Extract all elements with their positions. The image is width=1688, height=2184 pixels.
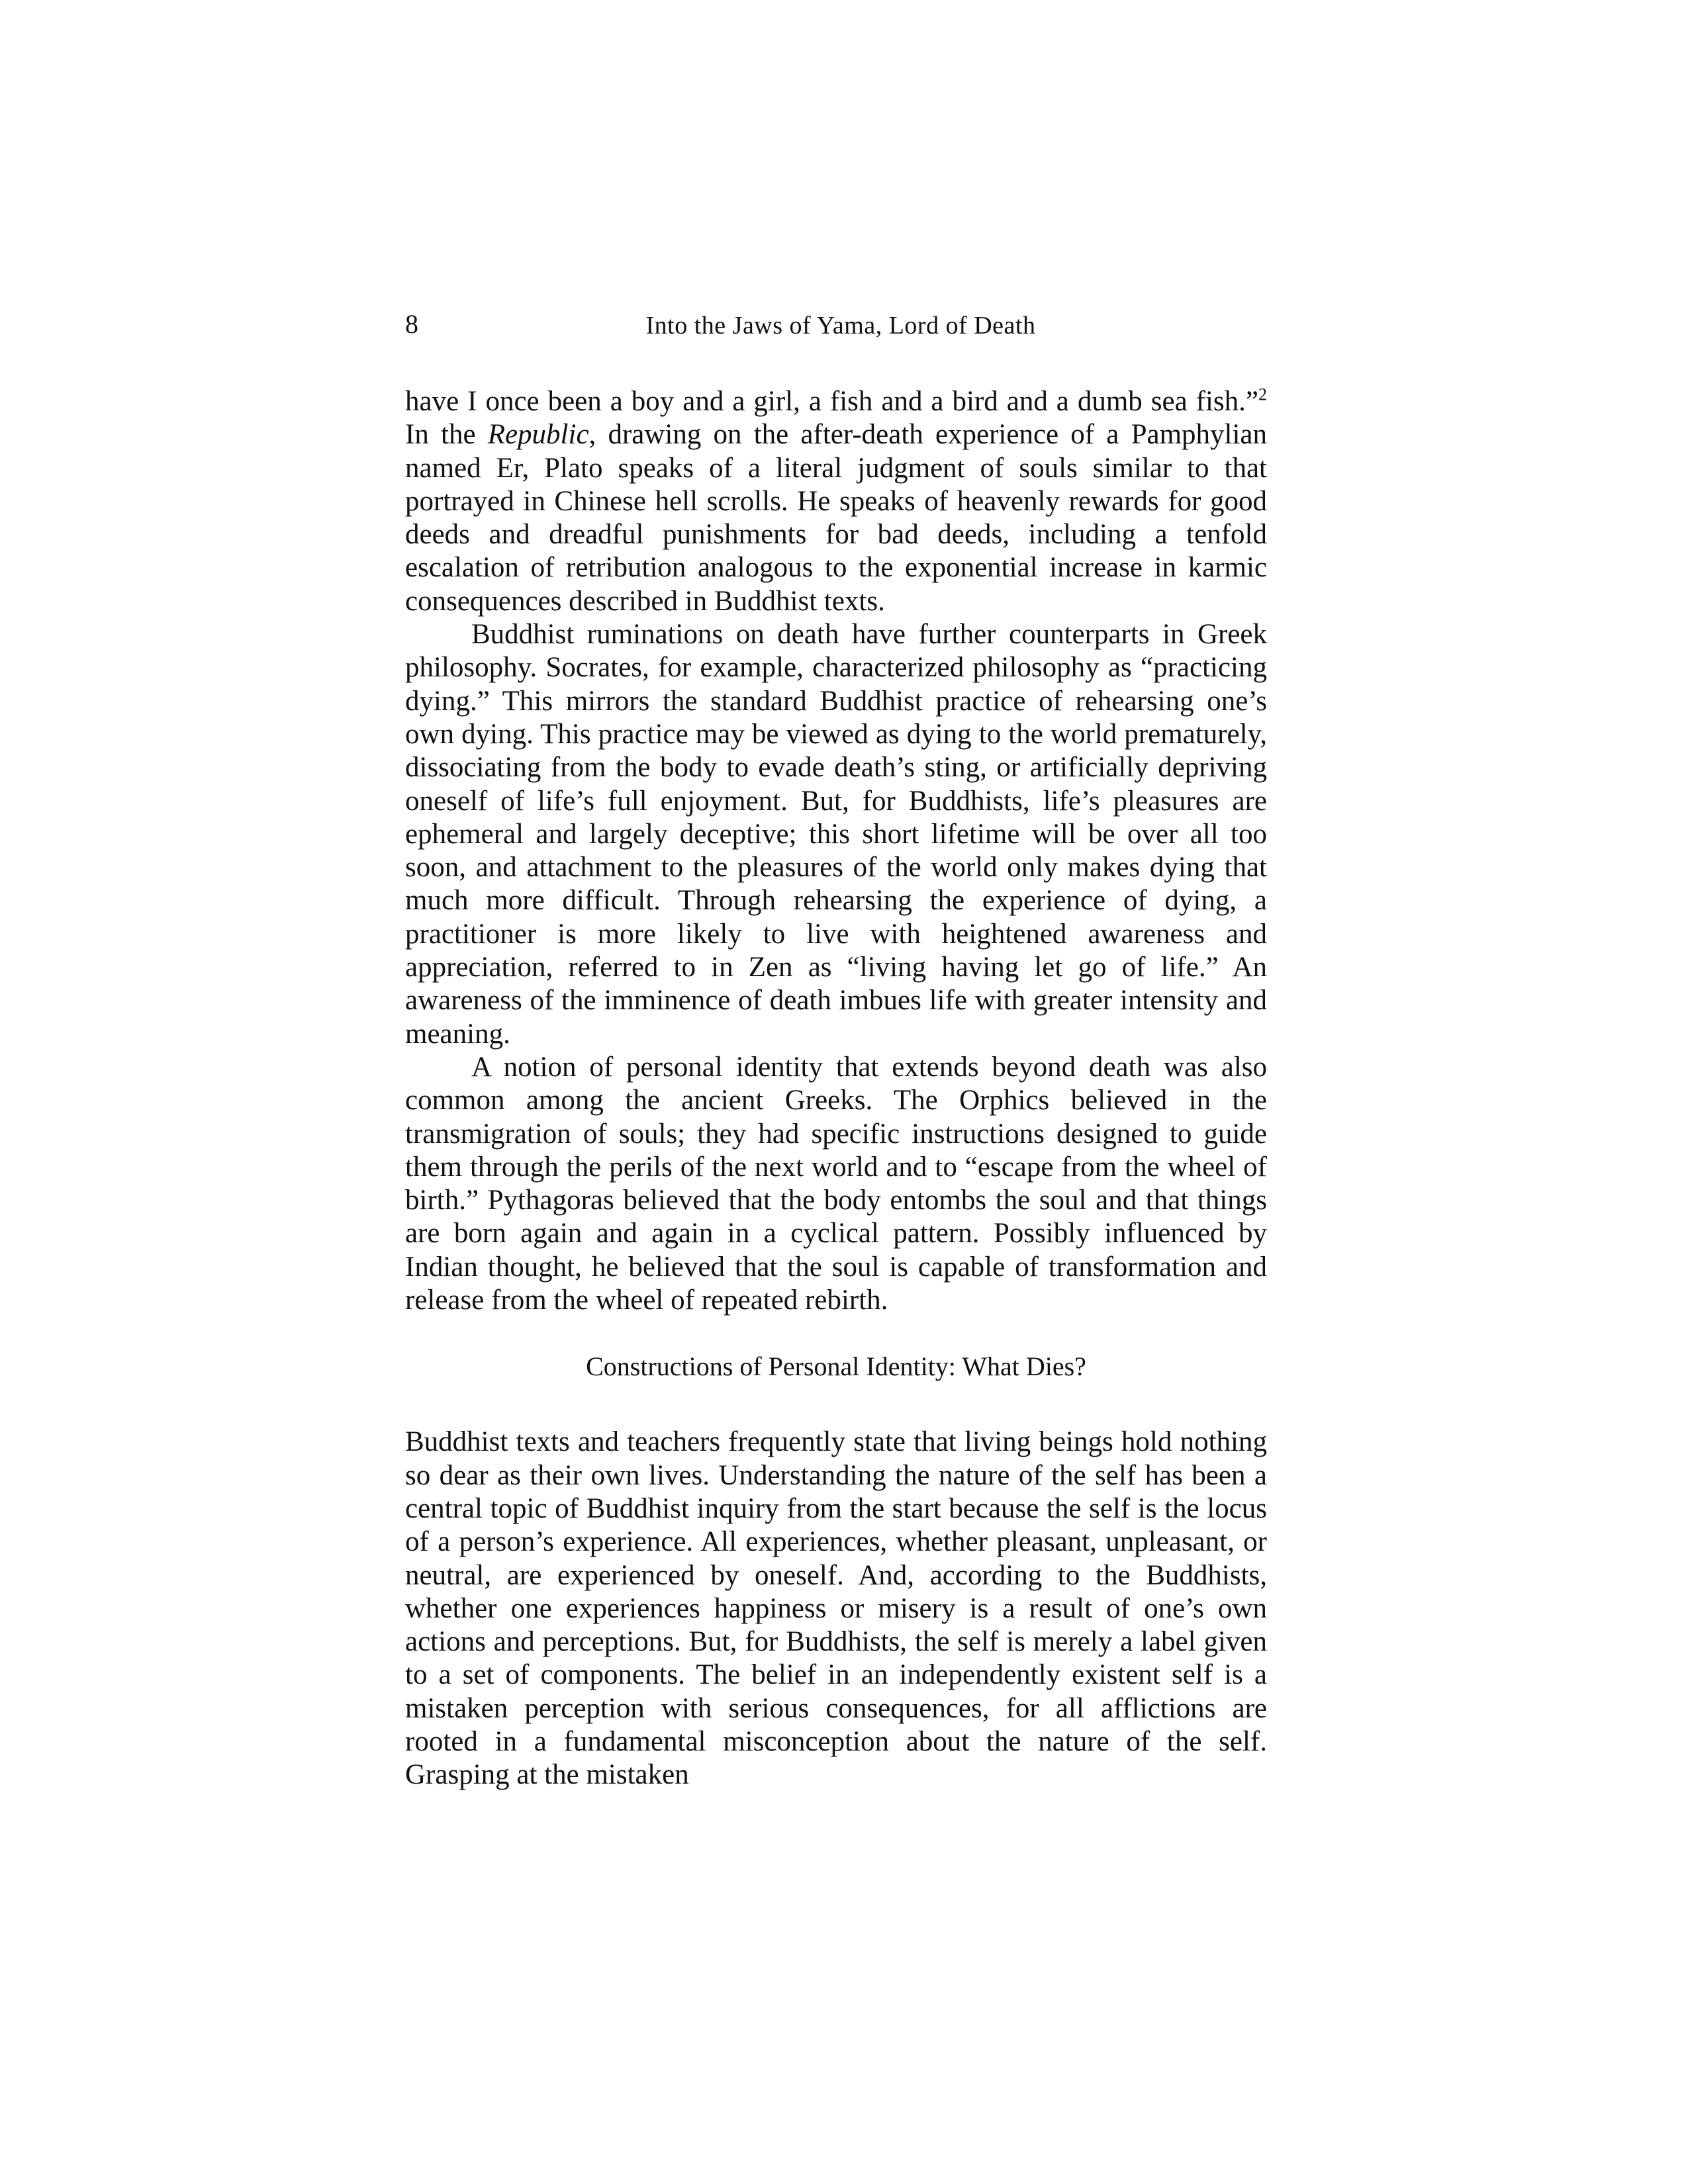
running-head-title: Into the Jaws of Yama, Lord of Death xyxy=(645,312,1036,340)
book-title-italic: Republic xyxy=(487,419,589,451)
paragraph-1 xyxy=(405,385,1267,618)
section-heading: Constructions of Personal Identity: What Dies? xyxy=(586,1351,1086,1382)
footnote-marker: 2 xyxy=(1258,385,1267,404)
paragraph-4: Buddhist texts and teachers frequently state that living beings hold nothing so dear as their own lives. Understanding the nature of the self has been a central topic of Buddhist inquiry from the start because the self is the locus of a person’s experience. All experiences, whether pleasant, unpleasant, or neutral, are experienced by oneself. And, according to the Buddhists, whether one experiences happiness or misery is a result of one’s own actions and perceptions. But, for Buddhists, the self is merely a label given to a set of components. The belief in an independently existent self is a mistaken perception with serious consequences, for all afflictions are rooted in a fundamental misconception about the nature of the self. Grasping at the mistaken xyxy=(405,1426,1267,1791)
body-text xyxy=(405,385,1267,1792)
paragraph-3: A notion of personal identity that extends beyond death was also common among the ancient Greeks. The Orphics believed in the transmigration of souls; they had specific instructions designed to guide them through the perils of the next world and to “escape from the wheel of birth.” Pythagoras believed that the body entombs the soul and that things are born again and again in a cyclical pattern. Possibly influenced by Indian thought, he believed that the soul is capable of transformation and release from the wheel of repeated rebirth. xyxy=(405,1051,1267,1316)
paragraph-1-text-a: have I once been a boy and a girl, a fish and a bird and a dumb sea fish.” xyxy=(405,386,1258,417)
paragraph-2: Buddhist ruminations on death have further counterparts in Greek philosophy. Socrates, for example, characterized philosophy as “practicing dying.” This mirrors the standard Buddhist practice of rehearsing one’s own dying. This practice may be viewed as dying to the world prematurely, dissociating from the body to evade death’s sting, or artificially depriving oneself of life’s full enjoyment. But, for Buddhists, life’s pleasures are ephemeral and largely deceptive; this short lifetime will be over all too soon, and attachment to the pleasures of the world only makes dying that much more difficult. Through rehearsing the experience of dying, a practitioner is more likely to live with heightened awareness and appreciation, referred to in Zen as “living having let go of life.” An awareness of the imminence of death imbues life with greater intensity and meaning. xyxy=(405,619,1267,1050)
paragraph-1-text-c: , drawing on the after-death experience of a Pamphylian named Er, Plato speaks of a literal judgment of souls similar to that portrayed in Chinese hell scrolls. He speaks of heavenly rewards for good deeds and dreadful punishments for bad deeds, including a tenfold escalation of retribution analogous to the exponential increase in karmic consequences described in Buddhist texts. xyxy=(405,419,1267,617)
page-number: 8 xyxy=(405,309,418,339)
paragraph-1-text-b: In the xyxy=(405,419,488,451)
